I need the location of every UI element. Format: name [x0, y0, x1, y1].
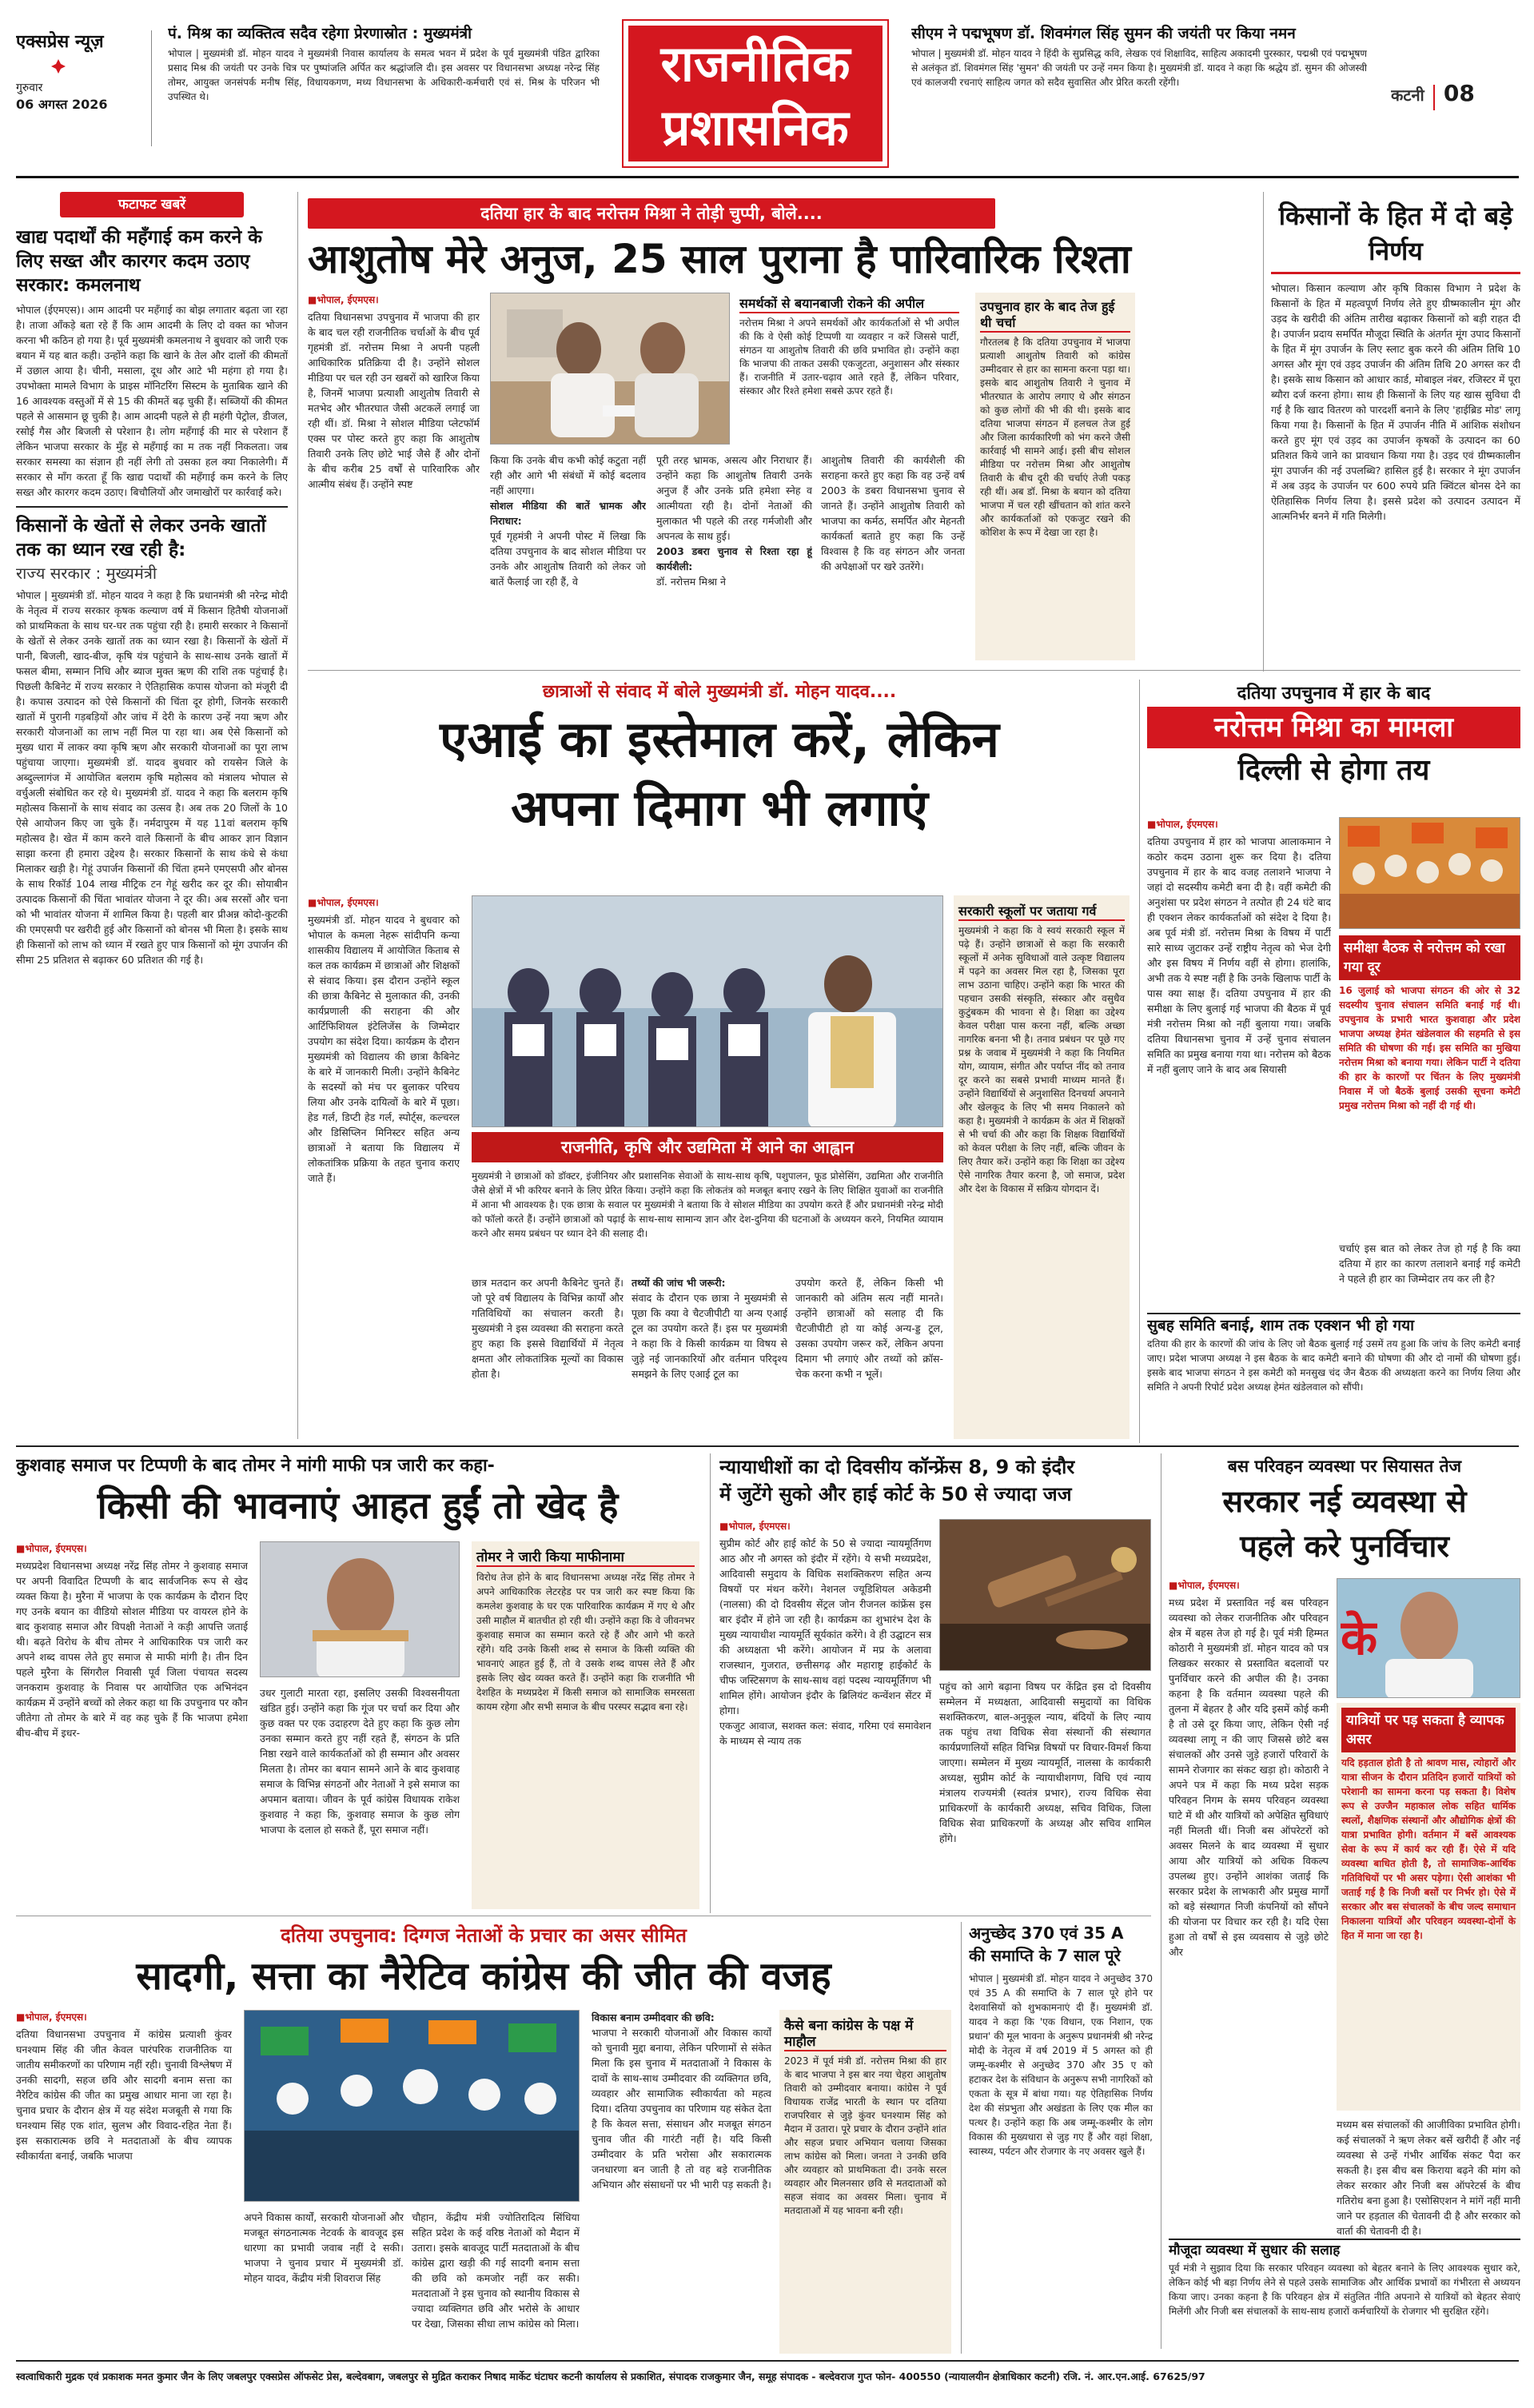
datia-dateline: ■ भोपाल, ईएमएस। [308, 293, 480, 306]
transport-photo-label: के [1341, 1610, 1378, 1666]
tomar-dateline: ■ भोपाल, ईएमएस। [16, 1541, 248, 1555]
transport-sub-box [1169, 2239, 1520, 2349]
tomar-photo-illustration [261, 1542, 460, 1677]
fatafat-story2-body: भोपाल | मुख्यमंत्री डॉ. मोहन यादव ने कहा है कि प्रधानमंत्री श्री नरेन्द्र मोदी के नेतृत्व में राज्य सरकार कृषक कल्याण वर्ष में किसान हितैषी योजनाओं को प्राथमिकता के साथ घर-घर तक पहुंचा रही है। हमारी सरकार ने किसानों के खेतों से लेकर उनके खातों तक का ध्यान रखा है। किसानों के खेतों में पानी, बिजली, खाद-बीज, कृषि यंत्र पहुंचाने के साथ-साथ उनके खातों में फसल बीमा, सम्मान निधि और ब्याज मुक्त ऋण की राशि तक पहुंचाई है। पिछली कैबिनेट में राज्य सरकार ने ऐतिहासिक कपास योजना को मंजूरी दी है। कपास उत्पादन को ऐसे किसानों की चिंता दूर होगी, जिनके सरकारी खातों में पुरानी गड़बड़ियों और जांच में देरी के कारण उन्हें नया ऋण और सरकारी योजनाओं का लाभ नहीं मिल पा रहा था। अब ऐसे किसानों को मुख्य धारा में लाकर क्या कृषि ऋण और सरकारी योजनाओं का पूरा लाभ पहुंचाया जाएगा। मुख्यमंत्री डॉ. यादव बुधवार को रायसेन जिले के अब्दुल्लागंज में आयोजित बलराम कृषि महोत्सव को मंत्रालय भोपाल से वर्चुअली संबोधित कर रहे थे। मुख्यमंत्री डॉ. यादव ने कहा कि बलराम कृषि महोत्सव किसानों के साथ संवाद का उत्सव है। अब तक 20 जिलों के 10 ऐसे आयोजन किए जा चुके हैं। नर्मदापुरम में यह 11वां बलराम कृषि महोत्सव है। खेत में काम करने वाले किसानों के बीच आकर ज्ञान विज्ञान साझा करना ही हमारा उद्देश्य है। सरकार किसानों के साथ कंधे से कंधा मिलाकर खड़ी है। गेहूं उपार्जन किसानों की चिंता हमने एमएसपी और बोनस के साथ रिकॉर्ड 104 लाख मीट्रिक टन गेहूं खरीद कर दूर की। सोयाबीन उत्पादक किसानों की चिंता भावांतर योजना ने दूर की। अब सरसों और चना को भी भावांतर योजना में शामिल किया है। पहली बार प्रीअन्न कोदो-कुटकी की एमएसपी पर खरीदी हुई और किसानों को बोनस भी मिला है। इसके साथ ही किसानों को लाभ को ध्यान में रखते हुए पात्र किसानों को मूंग उपार्जन की सीमा 25 प्रतिशत से बढ़ाकर 60 प्रतिशत की गई है। [16, 589, 288, 966]
narottam-dateline: ■ भोपाल, ईएमएस। [1147, 817, 1331, 831]
tomar-story [16, 1453, 699, 1909]
ai-side-title: सरकारी स्कूलों पर जताया गर्व [958, 903, 1125, 921]
datia-box2-body: गौरतलब है कि दतिया उपचुनाव में भाजपा प्रत्याशी आशुतोष तिवारी को कांग्रेस उम्मीदवार से हार का सामना करना पड़ा था। इसके बाद आशुतोष तिवारी ने चुनाव में भीतरघात के आरोप लगाए थे और संगठन को कुछ लोगों की भी की थी। इसके बाद दतिया भाजपा संगठन में हलचल तेज हुई और जिला कार्यकारिणी को भंग करने जैसी कार्रवाई भी सामने आई। इसी बीच सोशल मीडिया पर नरोत्तम मिश्रा और आशुतोष तिवारी के बीच दूरी की चर्चाएं तेजी पकड़ रही थीं। अब डॉ. मिश्रा के बयान को दतिया भाजपा में चल रही खींचतान को शांत करने और कार्यकर्ताओं को एकजुट रखने की कोशिश के रूप में देखा जा रहा है। [980, 337, 1130, 538]
transport-box [1337, 1703, 1520, 2111]
datia-box1-body: नरोत्तम मिश्रा ने अपने समर्थकों और कार्यकर्ताओं से भी अपील की कि वे ऐसी कोई टिप्पणी या व्यवहार न करें जिससे पार्टी, संगठन या आशुतोष तिवारी की छवि प्रभावित हो। उन्होंने कहा कि भाजपा की ताकत उसकी एकजुटता, अनुशासन और संस्कार हैं। राजनीति में उतार-चढ़ाव आते रहते हैं, लेकिन परिवार, संस्कार और रिश्ते हमेशा सबसे ऊपर रहते हैं। [739, 317, 959, 397]
tomar-box [472, 1541, 699, 1909]
masthead-left-body: भोपाल | मुख्यमंत्री डॉ. मोहन यादव ने मुख्यमंत्री निवास कार्यालय के समत्व भवन में प्रदेश के पूर्व मुख्यमंत्री पंडित द्वारिका प्रसाद मिश्र की जयंती पर उनके चित्र पर पुष्पांजलि अर्पित कर श्रद्धांजलि दी। इस अवसर पर विधानसभा अध्यक्ष नरेन्द्र सिंह तोमर, आयुक्त जनसंपर्क मनीष सिंह, विधायकगण, मध्य विधानसभा के अधिकारी-कर्मचारी एवं सं. मिश्र के परिजन भी उपस्थित थे। [168, 48, 600, 102]
narottam-headline-line2: दिल्ली से होगा तय [1237, 754, 1430, 787]
datia-col2 [490, 452, 646, 660]
judges-col2 [939, 1679, 1151, 1911]
narottam-photo [1339, 817, 1520, 929]
datia-box1 [739, 293, 959, 445]
fatafat-label: फटाफट खबरें [60, 192, 244, 217]
congress-col3-text: चौहान, केंद्रीय मंत्री ज्योतिरादित्य सिंधिया सहित प्रदेश के कई वरिष्ठ नेताओं को मैदान में उतारा। इसके बावजूद पार्टी मतदाताओं के बीच कांग्रेस द्वारा खड़ी की गई सादगी बनाम सत्ता की छवि को कमजोर नहीं कर सकी। मतदाताओं ने इस चुनाव को स्थानीय विकास से ज्यादा व्यक्तिगत छवि और भरोसे के आधार पर देखा, जिसका सीधा लाभ कांग्रेस को मिला। [412, 2211, 580, 2330]
datia-col1 [308, 293, 480, 660]
narottam-sub-body: दतिया की हार के कारणों की जांच के लिए जो बैठक बुलाई गई उसमें तय हुआ कि जांच के लिए कमेटी बनाई जाए। प्रदेश भाजपा अध्यक्ष ने इस बैठक के बाद कमेटी बनाने की घोषणा की और दो नामों की घोषणा हुई। इसके बाद भाजपा संगठन ने इस कमेटी को मनसुख चंद जैन बैठक की अध्यक्षता करने का निर्णय लिया और समिति ने अपनी रिपोर्ट प्रदेश अध्यक्ष हेमंत खंडेलवाल को सौंपी। [1147, 1338, 1520, 1393]
congress-dateline: ■ भोपाल, ईएमएस। [16, 2010, 232, 2023]
narottam-headline-line1: नरोत्तम मिश्रा का मामला [1147, 707, 1520, 748]
tomar-col1 [16, 1541, 248, 1909]
ai-sub1-body: संवाद के दौरान एक छात्रा ने मुख्यमंत्री से पूछा कि क्या वे चैटजीपीटी या अन्य एआई टूल का उपयोग करते हैं। इस पर मुख्यमंत्री ने कहा कि वे किसी कार्यक्रम या विषय से जुड़े नई जानकारियों और वर्तमान परिदृश्य समझने के लिए एआई टूल का [632, 1292, 787, 1380]
narottam-body2: चर्चाएं इस बात को लेकर तेज हो गई है कि क्या दतिया में हार का कारण तलाशने बनाई गई कमेटी ने पहले ही हार का जिम्मेदार तय कर ली है? [1339, 1242, 1520, 1285]
tomar-col2-text: उधर गुलाटी मारता रहा, इसलिए उसकी विश्वसनीयता खंडित हुई। उन्होंने कहा कि गूंज पर चर्चा कर दिया और कुछ वक्त पर एक उदाहरण देते हुए कहा कि कुछ लोग उनका सम्मान करते हुए नहीं रहते हैं, संगठन के प्रति निष्ठा रखने वाले कार्यकर्ताओं को ही सम्मान और अवसर मिलता है। तोमर का बयान सामने आने के बाद कुशवाह समाज के विभिन्न संगठनों और नेताओं ने इसे समाज का अपमान बताया। जीवन के पूर्व कांग्रेस विधायक राकेश कुशवाह ने कहा कि, कुशवाह समाज के कुछ लोग भाजपा के दलाल हो सकते हैं, पूरा समाज नहीं। [260, 1687, 460, 1836]
congress-headline: सादगी, सत्ता का नैरेटिव कांग्रेस की जीत की वजह [136, 1954, 831, 1999]
datia-photo-illustration [491, 293, 730, 445]
ai-sub1: तथ्यों की जांच भी जरूरी: [632, 1277, 726, 1289]
tomar-kicker: कुशवाह समाज पर टिप्पणी के बाद तोमर ने मांगी माफी पत्र जारी कर कहा- [16, 1456, 495, 1476]
issue-day: गुरुवार [16, 82, 43, 94]
tomar-headline: किसी की भावनाएं आहत हुईं तो खेद है [97, 1484, 619, 1527]
farmers-story [1271, 198, 1520, 670]
judges-headline-line2: में जुटेंगे सुको और हाई कोर्ट के 50 से ज्यादा जज [719, 1483, 1072, 1505]
transport-story [1169, 1453, 1520, 2349]
congress-box [779, 2010, 951, 2354]
section-title [624, 21, 887, 166]
transport-body: मध्य प्रदेश में प्रस्तावित नई बस परिवहन व्यवस्था को लेकर राजनीतिक और परिवहन क्षेत्र में बहस तेज हो गई है। पूर्व मंत्री हिम्मत कोठारी ने मुख्यमंत्री डॉ. मोहन यादव को पत्र लिखकर सरकार से प्रस्तावित बदलावों पर पुनर्विचार करने की अपील की है। उनका कहना है कि वर्तमान व्यवस्था पहले की तुलना में बेहतर है और यदि इसमें कोई कमी है तो उसे दूर किया जाए, लेकिन ऐसी नई व्यवस्था लागू न की जाए जिससे छोटे बस संचालकों और उनसे जुड़े हजारों परिवारों के सामने रोजगार का संकट खड़ा हो। कोठारी ने अपने पत्र में कहा कि मध्य प्रदेश सड़क परिवहन निगम के समय परिवहन व्यवस्था घाटे में थी और यात्रियों को अपेक्षित सुविधाएं नहीं मिलती थीं। निजी बस ऑपरेटरों को अवसर मिलने के बाद व्यवस्था में सुधार आया और यात्रियों को अधिक विकल्प उपलब्ध हुए। उन्होंने आशंका जताई कि सरकार प्रदेश के लाभकारी और प्रमुख मार्गों को बड़े संस्थागत निजी कंपनियों को सौंपने की योजना पर विचार कर रही है। यदि ऐसा हुआ तो वर्षों से इस व्यवसाय से जुड़े छोटे और [1169, 1597, 1329, 1958]
tomar-box-body: विरोध तेज होने के बाद विधानसभा अध्यक्ष नरेंद्र सिंह तोमर ने अपने आधिकारिक लेटरहेड पर पत्र जारी कर स्पष्ट किया कि कमलेश कुशवाह के घर एक पारिवारिक कार्यक्रम में गए थे और उसी माहौल में बातचीत हो रही थी। उन्होंने कहा कि वे जीवनभर कुशवाह समाज का सम्मान करते रहे हैं और आगे भी करते रहेंगे। यदि उनके किसी शब्द से समाज के किसी व्यक्ति की भावनाएं आहत हुई हैं, तो वे उसके शब्द वापस लेते हैं और इसके लिए खेद व्यक्त करते हैं। उन्होंने कहा कि राजनीति भी देशहित के मध्यप्रदेश में किसी समाज को सामाजिक समरसता कायम रहेगा और सभी समाज के बीच परस्पर सद्भाव बना रहे। [476, 1572, 695, 1712]
congress-box-title: कैसे बना कांग्रेस के पक्ष में माहौल [784, 2018, 946, 2051]
datia-col3-rest: डॉ. नरोत्तम मिश्रा ने [656, 576, 726, 588]
ai-photo [472, 895, 943, 1127]
transport-col2-text: मध्यम बस संचालकों की आजीविका प्रभावित होगी। कई संचालकों ने ऋण लेकर बसें खरीदी हैं और नई व्यवस्था से उन्हें गंभीर आर्थिक संकट पैदा कर सकती है। इस बीच बस किराया बढ़ने की मांग को लेकर सरकार और निजी बस ऑपरेटर्स के बीच गतिरोध बना हुआ है। एसोसिएशन ने मांगें नहीं मानी जाने पर हड़ताल की चेतावनी दी है और सरकार को वार्ता की चेतावनी दी है। [1337, 2119, 1520, 2237]
city-name: कटनी [1391, 86, 1424, 105]
article370-body: भोपाल | मुख्यमंत्री डॉ. मोहन यादव ने अनुच्छेद 370 एवं 35 A की समाप्ति के 7 साल पूरे होने पर देशवासियों को शुभकामनाएं दी हैं। मुख्यमंत्री डॉ. यादव ने कहा कि 'एक विधान, एक निशान, एक प्रधान' की मूल भावना के अनुरूप प्रधानमंत्री श्री नरेन्द्र मोदी के नेतृत्व में वर्ष 2019 में 5 अगस्त को ही जम्मू-कश्मीर से अनुच्छेद 370 और 35 ए को हटाकर देश के संविधान के अनुरूप सभी नागरिकों को एकता के सूत्र में बांधा गया। यह ऐतिहासिक निर्णय देश की संप्रभुता और अखंडता के लिए एक मील का पत्थर है। उन्होंने कहा कि अब जम्मू-कश्मीर के लोग विकास की मुख्यधारा से जुड़ गए हैं और वहां शिक्षा, स्वास्थ्य, पर्यटन और रोजगार के नए अवसर खुले हैं। [969, 1973, 1153, 2157]
transport-headline-line1: सरकार नई व्यवस्था से [1222, 1484, 1467, 1519]
transport-sub2-body: पूर्व मंत्री ने सुझाव दिया कि सरकार परिवहन व्यवस्था को बेहतर बनाने के लिए आवश्यक सुधार करे, लेकिन कोई भी बड़ा निर्णय लेने से पहले उसके सामाजिक और आर्थिक प्रभावों का गंभीरता से अध्ययन किया जाए। उनका कहना है कि परिवहन क्षेत्र में संतुलित नीति अपनाने से यात्रियों को बेहतर सेवाएं मिलेंगी और निजी बस संचालकों के साथ-साथ हजारों कर्मचारियों के रोजगार भी सुरक्षित रहेंगे। [1169, 2262, 1520, 2317]
ai-photo-illustration [472, 896, 943, 1127]
tomar-box-title: तोमर ने जारी किया माफीनामा [476, 1549, 695, 1567]
ai-under-banner [472, 1169, 943, 1273]
fatafat-column [16, 192, 288, 1439]
ai-side-body: मुख्यमंत्री ने कहा कि वे स्वयं सरकारी स्कूल में पढ़े हैं। उन्होंने छात्राओं से कहा कि सरकारी स्कूलों में अनेक सुविधाओं वाले उत्कृष्ट विद्यालय में पढ़ने का अवसर मिल रहा है, जिसका पूरा लाभ उठाना चाहिए। उन्होंने कहा कि भारत की पहचान उसकी संस्कृति, संस्कार और वसुधैव कुटुंबकम की भावना से है। शिक्षा का उद्देश्य केवल परीक्षा पास करना नहीं, बल्कि अच्छा नागरिक बनना भी है। तनाव प्रबंधन पर पूछे गए प्रश्न के जवाब में मुख्यमंत्री ने कहा कि नियमित योग, व्यायाम, संगीत और पर्याप्त नींद को तनाव दूर करने का सबसे प्रभावी माध्यम मानते हैं। उन्होंने विद्यार्थियों से अनुशासित दिनचर्या अपनाने और खेलकूद के लिए भी समय निकालने को कहा है। मुख्यमंत्री ने कार्यक्रम के अंत में शिक्षकों से भी चर्चा की और कहा कि शिक्षक विद्यार्थियों को केवल परीक्षा के लिए नहीं, बल्कि जीवन के लिए तैयार करें। उन्होंने कहा कि शिक्षा का उद्देश्य ऐसे नागरिक तैयार करना है, जो समाज, प्रदेश और देश के विकास में सक्रिय योगदान दें। [958, 925, 1125, 1194]
article370-headline-line1: अनुच्छेद 370 एवं 35 A [969, 1924, 1124, 1943]
ai-headline-line2: अपना दिमाग भी लगाएं [511, 779, 928, 837]
narottam-col2 [1339, 1241, 1520, 1313]
page-number: 08 [1443, 80, 1475, 106]
transport-dateline: ■ भोपाल, ईएमएस। [1169, 1578, 1329, 1592]
ai-banner: राजनीति, कृषि और उद्यमिता में आने का आह्वान [472, 1132, 943, 1162]
page-label [1391, 80, 1527, 120]
congress-box-body: 2023 में पूर्व मंत्री डॉ. नरोत्तम मिश्रा की हार के बाद भाजपा ने इस बार नया चेहरा आशुतोष तिवारी को उम्मीदवार बनाया। कांग्रेस ने पूर्व विधायक राजेंद्र भारती के स्थान पर दतिया राजपरिवार से जुड़े कुंवर घनश्याम सिंह को मैदान में उतारा। पूरे प्रचार के दौरान उन्होंने शांत और सहज प्रचार अभियान चलाया जिसका लाभ कांग्रेस को मिला। जनता ने उनकी छवि और व्यवहार को प्राथमिकता दी। उनके सरल व्यवहार और मिलनसार छवि से मतदाताओं को सहज संवाद का अवसर मिला। चुनाव में मतदाताओं में यह भावना बनी रही। [784, 2055, 946, 2216]
datia-col4-text: आशुतोष तिवारी की कार्यशैली की सराहना करते हुए कहा कि वह उन्हें वर्ष 2003 के डबरा विधानसभा चुनाव से जानते हैं। उन्होंने आशुतोष तिवारी को भाजपा का कर्मठ, समर्पित और मेहनती कार्यकर्ता बताते हुए कहा कि उन्हें विश्वास है कि वह संगठन और जनता की अपेक्षाओं पर खरे उतरेंगे। [821, 454, 965, 572]
transport-sub2: मौजूदा व्यवस्था में सुधार की सलाह [1169, 2239, 1520, 2261]
fatafat-story2-title: किसानों के खेतों से लेकर उनके खातों तक का ध्यान रख रही है: [16, 516, 266, 560]
tomar-photo [260, 1541, 460, 1677]
datia-col1-text: दतिया विधानसभा उपचुनाव में भाजपा की हार के बाद चल रही राजनीतिक चर्चाओं के बीच पूर्व गृहमंत्री डॉ. नरोत्तम मिश्रा ने अपनी पहली आधिकारिक प्रतिक्रिया दी है। उन्होंने सोशल मीडिया पर चल रही उन खबरों को खारिज किया है, जिनमें भाजपा प्रत्याशी आशुतोष तिवारी से मतभेद और भीतरघात जैसी अटकलें लगाई जा रही थीं। डॉ. मिश्रा ने सोशल मीडिया प्लेटफॉर्म एक्स पर पोस्ट करते हुए कहा कि आशुतोष तिवारी उनके लिए छोटे भाई जैसे हैं और दोनों के बीच करीब 25 वर्षों से पारिवारिक और आत्मीय संबंध हैं। उन्होंने स्पष्ट [308, 311, 480, 490]
judges-col1-b: एकजुट आवाज, सशक्त कल: संवाद, गरिमा एवं समावेशन के माध्यम से न्याय तक [719, 1720, 931, 1747]
ai-dateline: ■ भोपाल, ईएमएस। [308, 895, 460, 909]
congress-col4-text: भाजपा ने सरकारी योजनाओं और विकास कार्यों को चुनावी मुद्दा बनाया, लेकिन परिणामों से संकेत मिला कि इस चुनाव में मतदाताओं ने विकास के दावों के साथ-साथ उम्मीदवार की व्यक्तिगत छवि, व्यवहार और सामाजिक स्वीकार्यता को महत्व दिया। दतिया उपचुनाव का परिणाम यह संकेत देता है कि केवल सत्ता, संसाधन और मजबूत संगठन चुनाव जीत की गारंटी नहीं है। यदि किसी उम्मीदवार के प्रति भरोसा और सकारात्मक जनधारणा बन जाती है तो वह बड़े राजनीतिक अभियान और संसाधनों पर भी भारी पड़ सकती है। [592, 2027, 771, 2191]
fatafat-story1-title: खाद्य पदार्थों की महँगाई कम करने के लिए सख्त और कारगर कदम उठाए सरकार: कमलनाथ [16, 227, 262, 296]
judges-story [719, 1453, 1151, 1913]
datia-col4 [821, 452, 965, 660]
judges-col1 [719, 1519, 931, 1911]
congress-col1-text: दतिया विधानसभा उपचुनाव में कांग्रेस प्रत्याशी कुंवर घनश्याम सिंह की जीत केवल पारंपरिक राजनीतिक या जातीय समीकरणों का परिणाम नहीं रही। चुनावी विश्लेषण में उनकी सादगी, सहज छवि और सादगी बनाम सत्ता का नैरेटिव कांग्रेस की जीत का प्रमुख आधार माना जा रहा है। चुनाव प्रचार के दौरान क्षेत्र में यह संदेश मजबूती से गया कि घनश्याम सिंह एक शांत, सुलभ और विवाद-रहित नेता हैं। इस सकारात्मक छवि ने मतदाताओं के बीच व्यापक स्वीकार्यता बनाई, जबकि भाजपा [16, 2028, 232, 2162]
ai-sub1-b: उपयोग करते हैं, लेकिन किसी भी जानकारी को अंतिम सत्य नहीं मानते। उन्होंने छात्राओं को सलाह दी कि चैटजीपीटी हो या कोई अन्य-ड्ड टूल, उसका उपयोग जरूर करें, लेकिन अपना दिमाग भी लगाएं और तथ्यों को क्रॉस-चेक करना कभी न भूलें। [795, 1277, 943, 1380]
ai-headline-line1: एआई का इस्तेमाल करें, लेकिन [440, 710, 999, 768]
narottam-story [1147, 681, 1520, 1445]
ai-col2 [472, 1275, 624, 1439]
ai-kicker: छात्राओं से संवाद में बोले मुख्यमंत्री डॉ. मोहन यादव.... [542, 682, 897, 702]
transport-box-title: यात्रियों पर पड़ सकता है व्यापक असर [1341, 1708, 1516, 1752]
transport-photo [1337, 1578, 1520, 1698]
datia-headline: आशुतोष मेरे अनुज, 25 साल पुराना है पारिवारिक रिश्ता [308, 236, 1131, 282]
brand-name: एक्सप्रेस न्यूज़ [16, 32, 104, 52]
narottam-body: दतिया उपचुनाव में हार को भाजपा आलाकमान ने कठोर कदम उठाना शुरू कर दिया है। दतिया उपचुनाव में हार के बाद वजह तलाशने भाजपा ने जहां दो सदस्यीय कमेटी बना दी है। वहीं कमेटी की अनुशंसा पर प्रदेश संगठन ने तत्पोत ही 24 घंटे बाद ही एक्शन लेकर कार्यकर्ताओं को संदेश दे दिया है। अब पूर्व मंत्री डॉ. नरोत्तम मिश्रा के विषय में पार्टी सारे साध्य जुटाकर उन्हें राष्ट्रीय नेतृत्व को भेज देगी और इस विषय में निर्णय वहीं से होगा। हालांकि, अभी तक ये स्पष्ट नहीं है कि उनके खिलाफ पार्टी के पास क्या साक्ष हैं। दतिया उपचुनाव में हार की समीक्षा के लिए बुलाई गई भाजपा की बैठक में पूर्व मंत्री नरोत्तम मिश्रा को नहीं बुलाया गया। जबकि दतिया विधानसभा चुनाव में उन्हें चुनाव संचालन समिति का प्रमुख बनाया गया था। नरोत्तम को बैठक में नहीं बुलाए जाने के बाद अब सियासी [1147, 835, 1331, 1075]
section-title-line2: प्रशासनिक [662, 98, 849, 157]
datia-col3 [656, 452, 812, 660]
narottam-caption-box [1339, 935, 1520, 1233]
congress-kicker: दतिया उपचुनाव: दिग्गज नेताओं के प्रचार का असर सीमित [281, 1924, 687, 1947]
issue-date: 06 अगस्त 2026 [16, 97, 108, 112]
datia-col2-text: किया कि उनके बीच कभी कोई कटुता नहीं रही और आगे भी संबंधों में कोई बदलाव नहीं आएगा। [490, 454, 646, 496]
gavel-illustration [940, 1520, 1151, 1671]
fatafat-story2-subtitle: राज्य सरकार : मुख्यमंत्री [16, 564, 157, 583]
ai-col1-text: मुख्यमंत्री डॉ. मोहन यादव ने बुधवार को भोपाल के कमला नेहरू सांदीपनि कन्या शासकीय विद्यालय में आयोजित किताब से कल तक कार्यक्रम में छात्राओं और शिक्षकों से संवाद किया। इस दौरान उन्होंने स्कूल की छात्रा कैबिनेट से मुलाकात की, उनकी कार्यप्रणाली की सराहना की और आर्टिफिशियल इंटेलिजेंस के जिम्मेदार उपयोग का संदेश दिया। कार्यक्रम के दौरान मुख्यमंत्री को विद्यालय की छात्रा कैबिनेट के बारे में जानकारी मिली। उन्होंने कैबिनेट के सदस्यों को मंच पर बुलाकर परिचय लिया और उनके दायित्वों के बारे में पूछा। हेड गर्ल, डिप्टी हेड गर्ल, स्पोर्ट्स, कल्चरल और डिसिप्लिन मिनिस्टर सहित अन्य छात्राओं ने बताया कि विद्यालय में लोकतांत्रिक प्रक्रिया के तहत चुनाव कराए जाते हैं। [308, 914, 460, 1184]
datia-kicker: दतिया हार के बाद नरोत्तम मिश्रा ने तोड़ी चुप्पी, बोले.... [308, 198, 995, 229]
transport-headline-line2: पहले करे पुनर्विचार [1240, 1529, 1449, 1564]
transport-col1 [1169, 1578, 1329, 2234]
narottam-col1 [1147, 817, 1331, 1233]
transport-kicker: बस परिवहन व्यवस्था पर सियासत तेज [1227, 1457, 1462, 1476]
narottam-caption-title: समीक्षा बैठक से नरोत्तम को रखा गया दूर [1339, 935, 1520, 980]
masthead-right-story [911, 24, 1367, 160]
masthead-left-title: पं. मिश्र का व्यक्तित्व सदैव रहेगा प्रेरणास्रोत : मुख्यमंत्री [168, 25, 472, 42]
congress-photo [244, 2010, 580, 2202]
judges-dateline: ■ भोपाल, ईएमएस। [719, 1519, 931, 1533]
congress-story [16, 1922, 951, 2354]
judges-col2-text: पहुंच को आगे बढ़ाना विषय पर केंद्रित इस दो दिवसीय सम्मेलन में मध्यक्षता, आदिवासी समुदायों का विधिक सशक्तिकरण, बाल-अनुकूल न्याय, बंदियों के लिए न्याय तक पहुंच तथा विधिक सेवा संस्थानों की संस्थागत कार्यप्रणालियों सहित विभिन्न विषयों पर विचार-विमर्श किया जाएगा। सम्मेलन में मुख्य न्यायमूर्ति, नालसा के कार्यकारी अध्यक्ष, सुप्रीम कोर्ट के न्यायाधीशगण, विधि एवं न्याय मंत्रालय राज्यमंत्री (स्वतंत्र प्रभार), राज्य विधिक सेवा प्राधिकरणों के कार्यकारी अध्यक्ष, सचिव विधिक, जिला विधिक सेवा प्राधिकरणों के अध्यक्ष और सचिव शामिल होंगे। [939, 1680, 1151, 1844]
masthead [0, 0, 1534, 189]
fatafat-story1-body: भोपाल (ईएमएस)। आम आदमी पर महँगाई का बोझ लगातार बढ़ता जा रहा है। ताजा आँकड़े बता रहे हैं कि आम आदमी के लिए दो वक्त का भोजन करना भी कठिन हो गया है। पूर्व मुख्यमंत्री कमलनाथ ने बुधवार को जारी एक बयान में यह बात कही। उन्होंने कहा कि खाने के तेल और दालों की कीमतों में उछाल आया है। चीनी, मसाला, दूध और आटे भी महंगा हो गया है। उपभोक्ता मामले विभाग के प्राइस मॉनिटरिंग सिस्टम के मुताबिक खाने की 16 आवश्यक वस्तुओं में से 15 की कीमतें बढ़ चुकी हैं। सब्जियों की कीमत पहले से आसमान छू चुकी है। आम आदमी पहले से ही महंगी पेट्रोल, डीजल, रसोई गैस और बिजली से परेशान है। लोग महँगाई की मार से परेशान हैं लेकिन भाजपा सरकार के मुँह से महँगाई का म तक नहीं निकलता। जब सरकार समस्या का संज्ञान ही नहीं लेगी तो उसका हल क्या निकालेगी। मैं सरकार से माँग करता हूँ कि खाद्य पदार्थों की महँगाई कम करने के लिए सख्त और कारगर कदम उठाए। बिचौलियों और जमाखोरों पर कार्रवाई करे। [16, 304, 288, 498]
datia-col3-sub: 2003 डबरा चुनाव से रिश्ता रहा हूं कार्यशैली: [656, 545, 812, 572]
congress-col2 [244, 2210, 404, 2354]
congress-col3 [412, 2210, 580, 2354]
footer-imprint: स्वत्वाधिकारी मुद्रक एवं प्रकाशक मनत कुमार जैन के लिए जबलपुर एक्सप्रेस ऑफसेट प्रेस, बल्देवबाग, जबलपुर से मुद्रित कराकर निषाद मार्केट घंटाघर कटनी कार्यालय से प्रकाशित, संपादक राजकुमार जैन, समूह संपादक - बल्देवराज गुप्त फोन- 400550 (न्यायालयीन क्षेत्राधिकार कटनी) रजि. नं. आर.एन.आई. 67625/97 [16, 2370, 1205, 2382]
article370-story [969, 1922, 1153, 2354]
datia-col3-text: पूरी तरह भ्रामक, असत्य और निराधार हैं। उन्होंने कहा कि आशुतोष तिवारी उनके अनुज हैं और उनके प्रति हमेशा स्नेह व आत्मीयता रही है। दोनों नेताओं की मुलाकात भी पहले की तरह गर्मजोशी और अपनत्व के साथ हुई। [656, 454, 812, 542]
datia-box2-title: उपचुनाव हार के बाद तेज हुई थी चर्चा [980, 299, 1130, 333]
farmers-headline: किसानों के हित में दो बड़े निर्णय [1271, 198, 1520, 274]
ai-col4 [795, 1275, 943, 1439]
tomar-col2 [260, 1685, 460, 1909]
article370-headline-line2: की समाप्ति के 7 साल पूरे [969, 1946, 1121, 1965]
ai-under-banner-text: मुख्यमंत्री ने छात्राओं को डॉक्टर, इंजीनियर और प्रशासनिक सेवाओं के साथ-साथ कृषि, पशुपालन, फूड प्रोसेसिंग, उद्यमिता और राजनीति जैसे क्षेत्रों में भी करियर बनाने के लिए प्रेरित किया। उन्होंने कहा कि लोकतंत्र को मजबूत बनाए रखने के लिए शिक्षित युवाओं का राजनीति में आना भी आवश्यक है। एक छात्रा के सवाल पर मुख्यमंत्री ने बताया कि वे सोशल मीडिया का उपयोग करते हैं और प्रधानमंत्री नरेन्द्र मोदी को फॉलो करते हैं। उन्होंने छात्राओं को पढ़ाई के साथ-साथ सामान्य ज्ञान और देश-दुनिया की घटनाओं के अध्ययन करने, नियमित व्यायाम करने और समय प्रबंधन पर ध्यान देने की सलाह दी। [472, 1170, 943, 1239]
ai-story [308, 680, 1131, 1443]
datia-box2 [975, 293, 1135, 660]
masthead-right-title: सीएम ने पद्मभूषण डॉ. शिवमंगल सिंह सुमन की जयंती पर किया नमन [911, 25, 1296, 42]
narottam-caption-body: 16 जुलाई को भाजपा संगठन की ओर से 32 सदस्यीय चुनाव संचालन समिति बनाई गई थी। उपचुनाव के प्रभारी भारत कुशवाहा और प्रदेश भाजपा अध्यक्ष हेमंत खंडेलवाल की सहमति से इस समिति की घोषणा की गई। इस समिति का मुखिया नरोत्तम मिश्रा को बनाया गया। लेकिन पार्टी ने दतिया की हार के कारणों पर चिंतन के लिए मुख्यमंत्री निवास में जो बैठकें बुलाई उसकी सूचना कमेटी प्रमुख नरोत्तम मिश्रा को नहीं दी गई थी। [1339, 985, 1520, 1111]
congress-col4 [592, 2010, 771, 2354]
transport-col2 [1337, 2117, 1520, 2237]
narottam-sub-box [1147, 1313, 1520, 1445]
masthead-left-story [168, 24, 600, 160]
datia-col2-rest: पूर्व गृहमंत्री ने अपनी पोस्ट में लिखा कि दतिया उपचुनाव के बाद सोशल मीडिया पर उनके और आशुतोष तिवारी को लेकर जो बातें फैलाई जा रही हैं, वे [490, 530, 646, 588]
narottam-kicker: दतिया उपचुनाव में हार के बाद [1237, 684, 1431, 704]
congress-col1 [16, 2010, 232, 2354]
section-title-line1: राजनीतिक [660, 34, 851, 93]
congress-photo-illustration [245, 2011, 580, 2202]
congress-col4-sub: विकास बनाम उम्मीदवार की छवि: [592, 2011, 715, 2023]
datia-col2-sub: सोशल मीडिया की बातें भ्रामक और निराधार: [490, 500, 646, 527]
tomar-col1-text: मध्यप्रदेश विधानसभा अध्यक्ष नरेंद्र सिंह तोमर ने कुशवाह समाज पर अपनी विवादित टिप्पणी के बाद सार्वजनिक रूप से खेद व्यक्त किया है। मुरैना में भाजपा के एक कार्यक्रम के दौरान दिए गए उनके बयान का वीडियो सोशल मीडिया पर वायरल होने के बाद कुशवाह समाज और विपक्षी नेताओं ने कड़ी आपत्ति जताई थी। बढ़ते विरोध के बीच तोमर ने आधिकारिक पत्र जारी कर अपने शब्द वापस लेते हुए समाज से माफी मांगी है। तीन दिन पहले मुरैना के सिंगरौल निवासी पूर्व जिला पंचायत सदस्य जनकराम कुशवाह के निवास पर आयोजित एक अभिनंदन कार्यक्रम में उन्होंने बच्चों को लेकर कहा था कि उपचुनाव पर कौन जीतेगा तो तोमर के बारे में वह कह चुके हैं कि भाजपा हमेशा बीच-बीच में इधर- [16, 1560, 248, 1739]
masthead-right-body: भोपाल | मुख्यमंत्री डॉ. मोहन यादव ने हिंदी के सुप्रसिद्ध कवि, लेखक एवं शिक्षाविद, साहित्य अकादमी पुरस्कार, पद्मश्री एवं पद्मभूषण से अलंकृत डॉ. शिवमंगल सिंह 'सुमन' की जयंती पर उन्हें नमन किया है। मुख्यमंत्री डॉ. यादव ने कहा कि श्रद्धेय डॉ. सुमन की ओजस्वी एवं कालजयी रचनाएं साहित्य जगत को सदैव सुवासित और प्रेरित करती रहेंगी। [911, 48, 1367, 88]
datia-photo [490, 293, 730, 445]
transport-box-body: यदि हड़ताल होती है तो श्रावण मास, त्योहारों और यात्रा सीजन के दौरान प्रतिदिन हजारों यात्रियों को परेशानी का सामना करना पड़ सकता है। विशेष रूप से उज्जैन महाकाल लोक सहित धार्मिक स्थलों, शैक्षणिक संस्थानों और औद्योगिक क्षेत्रों की यात्रा प्रभावित होगी। वर्तमान में बसें आवश्यक सेवा के रूप में कार्य कर रही हैं। ऐसे में यदि व्यवस्था बाधित होती है, तो सामाजिक-आर्थिक गतिविधियों पर भी असर पड़ेगा। ऐसी आशंका भी जताई गई है कि निजी बसों पर निर्भर हो। ऐसे में सरकार और बस संचालकों के बीच जल्द समाधान निकालना यात्रियों और परिवहन व्यवस्था-दोनों के हित में माना जा रहा है। [1341, 1757, 1516, 1941]
farmers-body: भोपाल। किसान कल्याण और कृषि विकास विभाग ने प्रदेश के किसानों के हित में महत्वपूर्ण निर्णय लेते हुए ग्रीष्मकालीन मूंग और उड़द के खरीदी की अंतिम तारीख बढ़ाकर किसानों को बड़ी राहत दी है। उपार्जन प्रदाय समर्पित मौजूदा स्थिति के अंतर्गत मूंग उपाद किसानों के हित में मूंग उपार्जन के लिए स्लाट बुक करने की अंतिम तिथि 10 अगस्त और मूंग एवं उड़द उपार्जन की अंतिम तिथि 20 अगस्त कर दी है। इसके साथ किसान को आधार कार्ड, मोबाइल नंबर, रजिस्टर में पूरा ब्यौरा दर्ज करना होगा। साथ ही किसानों के लिए यह खास सुविधा दी गई है कि खाद वितरण को पारदर्शी बनाने के लिए 'हाईब्रिड मोड' लागू किया गया है। किसानों के हित में उपार्जन नीति में आंशिक संशोधन करते हुए मूंग एवं उड़द का उपार्जन कृषकों के उत्पादन का 60 प्रतिशत किये जाने का प्रावधान किया गया है। उड़द एवं ग्रीष्मकालीन मूंग उपार्जन की नई उपलब्धि? हासिल हुई है। सरकार ने मूंग उपार्जन में अब उड़द के उपार्जन पर 600 रुपये प्रति क्विंटल बोनस देने का ऐतिहासिक निर्णय लिया है। इससे प्रदेश को उत्पादन उत्पादन में आत्मनिर्भर बनने में गति मिलेगी। [1271, 282, 1520, 522]
narottam-sub: सुबह समिति बनाई, शाम तक एक्शन भी हो गया [1147, 1313, 1520, 1337]
ai-col2-text: छात्र मतदान कर अपनी कैबिनेट चुनते हैं। जो पूरे वर्ष विद्यालय के विभिन्न कार्यों और गतिविधियों का संचालन करती है। मुख्यमंत्री ने इस व्यवस्था की सराहना करते हुए कहा कि इससे विद्यार्थियों में नेतृत्व क्षमता और लोकतांत्रिक मूल्यों का विकास होता है। [472, 1277, 624, 1380]
ai-col3 [632, 1275, 787, 1439]
datia-story [308, 198, 1251, 662]
ai-side-box [954, 895, 1130, 1439]
judges-headline-line1: न्यायाधीशों का दो दिवसीय कॉन्फ्रेंस 8, 9 को इंदौर [719, 1456, 1075, 1478]
congress-col2-text: अपने विकास कार्यों, सरकारी योजनाओं और मजबूत संगठनात्मक नेटवर्क के बावजूद इस धारणा का प्रभावी जवाब नहीं दे सकी। भाजपा ने चुनाव प्रचार में मुख्यमंत्री डॉ. मोहन यादव, केंद्रीय मंत्री शिवराज सिंह [244, 2211, 404, 2284]
brand-block [16, 30, 152, 146]
judges-col1-text: सुप्रीम कोर्ट और हाई कोर्ट के 50 से ज्यादा न्यायमूर्तिगण आठ और नौ अगस्त को इंदौर में रहेंगे। ये सभी मध्यप्रदेश, आदिवासी समुदाय के विधिक सशक्तिकरण सहित अन्य विषयों पर मंथन करेंगे। नेशनल ज्यूडिशियल अकेडमी (नालसा) की दो दिवसीय सेंट्रल जोन रीजनल कांफ्रेंस इस बार इंदौर में होने जा रही है। कार्यक्रम का शुभारंभ देश के मुख्य न्यायाधीश न्यायमूर्ति सूर्यकांत करेंगे। वे ही उद्घाटन सत्र की अध्यक्षता भी करेंगे। आयोजन में मप्र के अलावा राजस्थान, गुजरात, छत्तीसगढ़ और महाराष्ट्र हाईकोर्ट के चीफ जस्टिसगण के साथ-साथ वहां पदस्थ न्यायमूर्तिगण भी शामिल होंगे। आयोजन इंदौर के ब्रिलियंट कन्वेंशन सेंटर में होगा। [719, 1537, 931, 1716]
judges-photo [939, 1519, 1151, 1671]
ai-col1 [308, 895, 460, 1439]
datia-box1-title: समर्थकों से बयानबाजी रोकने की अपील [739, 296, 959, 313]
brand-logo-icon [51, 59, 66, 74]
narottam-photo-illustration [1340, 818, 1520, 929]
